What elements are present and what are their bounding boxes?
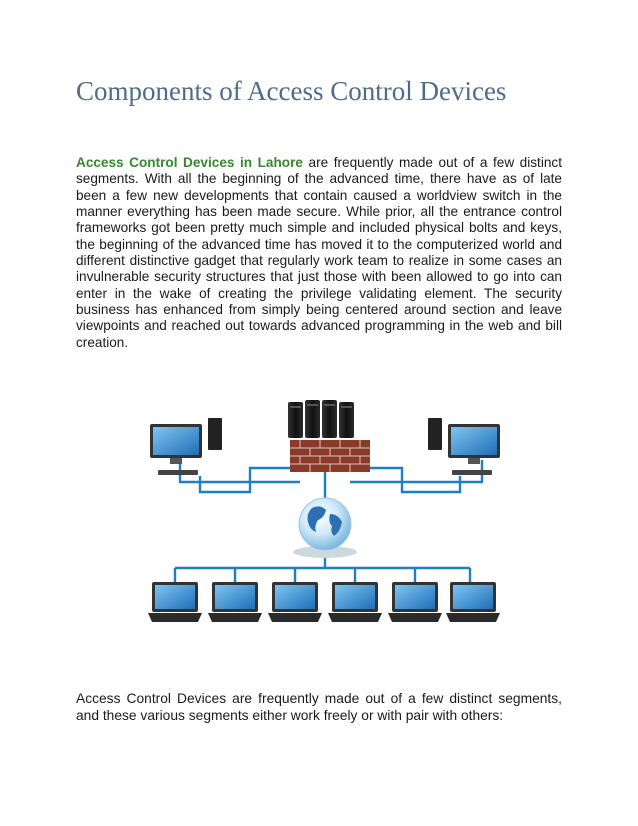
- globe-icon: [293, 498, 357, 558]
- laptop-icon: [208, 582, 262, 622]
- closing-paragraph: Access Control Devices are frequently made out of a few distinct segments, and these various segments either work freely or with pair with others:: [76, 691, 562, 724]
- server-rack-icon: [288, 400, 354, 438]
- network-diagram-figure: [140, 396, 510, 660]
- page-title: Components of Access Control Devices: [76, 76, 507, 106]
- laptop-icon: [328, 582, 382, 622]
- laptop-icon: [446, 582, 500, 622]
- intro-body-text: are frequently made out of a few distinct segments. With all the beginning of the advanced time, there have as of late been a few new developments that contain caused a worldview switch in the manner everything has been made secure. While prior, all the entrance control frameworks got been pretty much simple and included physical bolts and keys, the beginning of the advanced time has moved it to the computerized world and different distinctive gadget that regularly work team to realize in some cases an invulnerable security structures that just those with been allowed to go into can enter in the wake of creating the privilege validating element. The security business has enhanced from simply being centered around section and leave viewpoints and reached out towards advanced programming in the web and bill creation.: [76, 155, 562, 350]
- firewall-icon: [290, 440, 370, 472]
- access-control-lahore-link[interactable]: Access Control Devices in Lahore: [76, 155, 303, 170]
- laptop-icon: [148, 582, 202, 622]
- intro-paragraph: [76, 155, 562, 351]
- desktop-icon: [150, 418, 222, 475]
- laptop-icon: [388, 582, 442, 622]
- laptop-icon: [268, 582, 322, 622]
- laptop-row: [148, 582, 500, 622]
- desktop-icon: [428, 418, 500, 475]
